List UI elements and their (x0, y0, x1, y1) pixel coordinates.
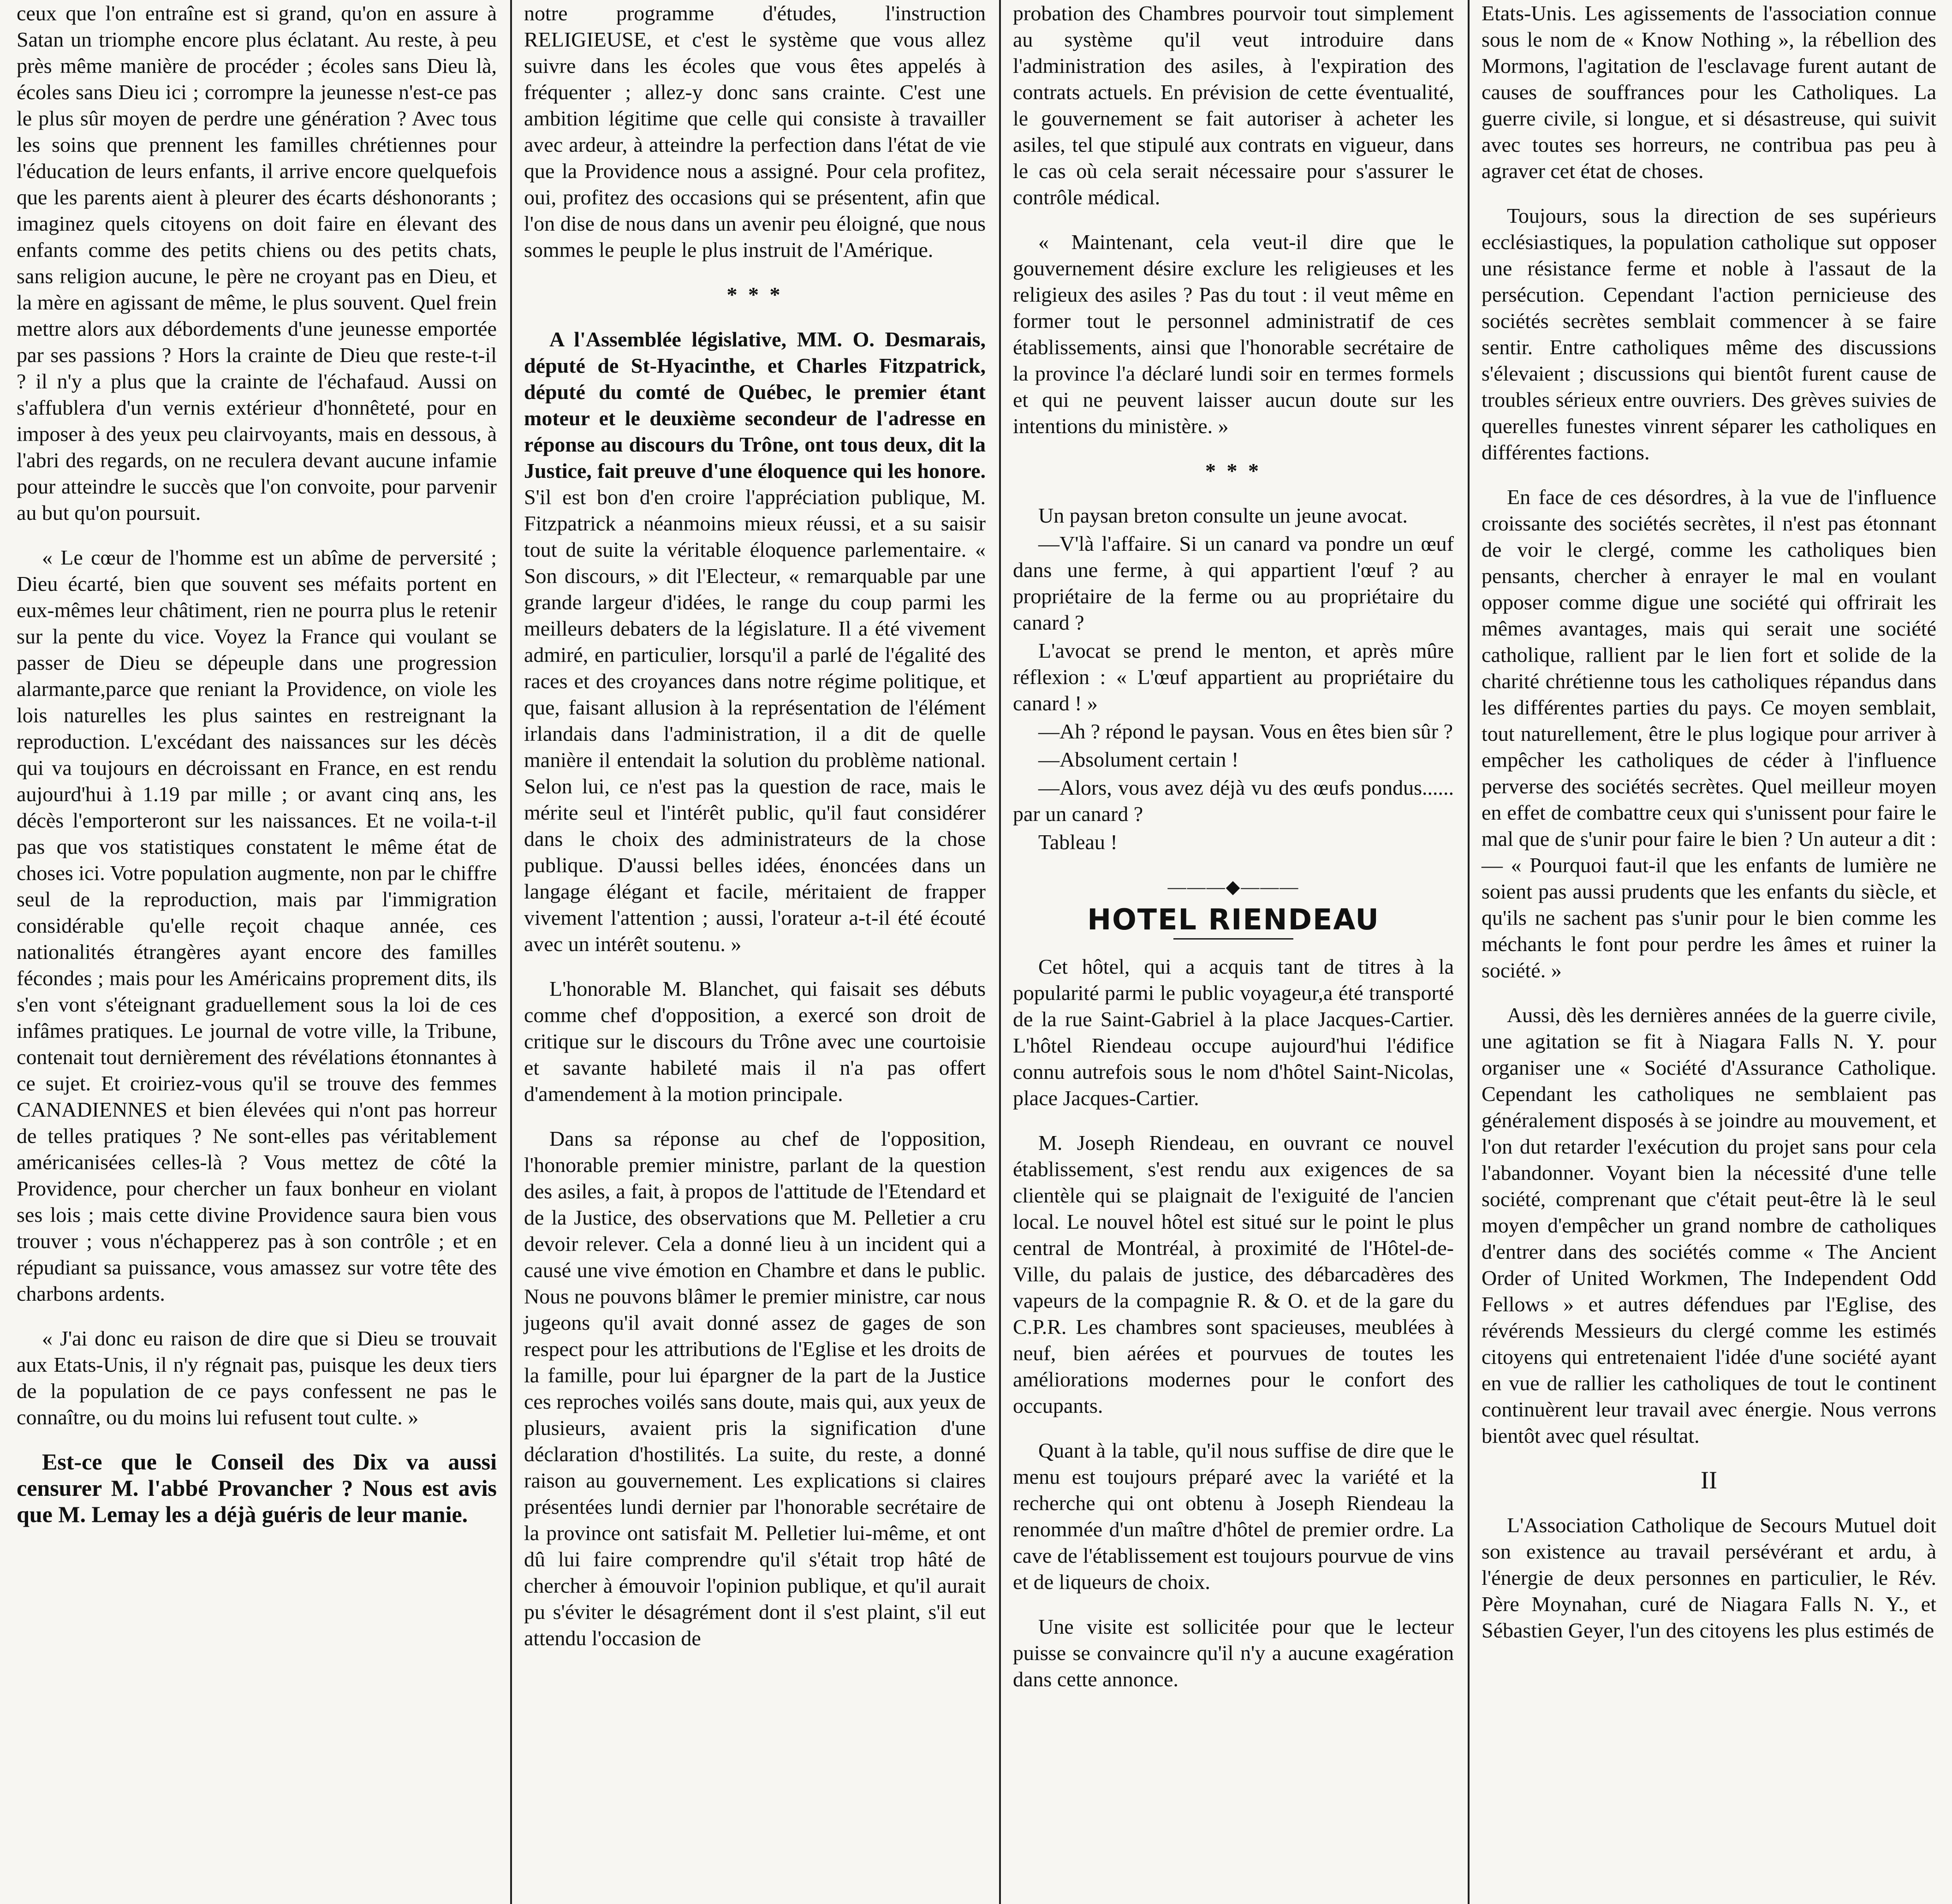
column-rule (510, 0, 512, 1904)
article-paragraph (524, 326, 986, 957)
advert-paragraph: Cet hôtel, qui a acquis tant de titres à la popularité parmi le public voyageur,a été transporté de la rue Saint-Gabriel à la place Jacques-Cartier. L'hôtel Riendeau occupe aujourd'hui l'édifice connu autrefois sous le nom d'hôtel Saint-Nicolas, place Jacques-Cartier. (1013, 955, 1454, 1110)
article-paragraph: Etats-Unis. Les agissements de l'association connue sous le nom de « Know Nothing », la rébellion des Mormons, l'agitation de l'esclavage furent autant de causes de souffrances pour les Catholiques. La guerre civile, si longue, et si désastreuse, qui suivit avec toutes ses horreurs, ne contribua pas peu à agraver cet état de choses. (1482, 1, 1936, 183)
anecdote-line: Tableau ! (1038, 830, 1118, 854)
ornamental-divider: ———◆——— (1167, 876, 1299, 897)
section-number: II (1701, 1466, 1717, 1494)
column-2 (514, 0, 996, 1904)
advert-heading: HOTEL RIENDEAU (1087, 903, 1380, 936)
heading-rule (1173, 938, 1293, 940)
anecdote-line: L'avocat se prend le menton, et après mûre réflexion : « L'œuf appartient au propriétaire du canard ! » (1013, 639, 1454, 715)
article-paragraph: « Le cœur de l'homme est un abîme de perversité ; Dieu écarté, bien que souvent ses méfaits portent en eux-mêmes leur châtiment, rien ne pourra plus le retenir sur la pente du vice. Voyez la France qui voulant se passer de Dieu se dépeuple dans une progression alarmante,parce que reniant la Providence, on viole les lois naturelles les plus saintes en restreignant la reproduction. L'excédant des naissances sur les décès qui va toujours en décroissant en France, en est rendu aujourd'hui à 1.19 par mille ; or avant cinq ans, les décès l'emporteront sur les naissances. Et ne voila-t-il pas que vos statistiques constatent le même état de choses ici. Votre population augmente, non par le chiffre seul de la reproduction, mais par l'immigration considérable qu'elle reçoit chaque année, ces nationalités étrangères ayant encore des familles fécondes ; mais pour les Américains proprement dits, ils s'en vont s'éteignant graduellement sous la loi de ces infâmes pratiques. Le journal de votre ville, la Tribune, contenait tout dernièrement des révélations étonnantes à ce sujet. Et croiriez-vous qu'il se trouve des femmes CANADIENNES et bien élevées qui n'ont pas horreur de telles pratiques ? Ne sont-elles pas véritablement américanisées celles-là ? Vous mettez de côté la Providence, pour chercher un faux bonheur en violant ses lois ; mais cette divine Providence saura bien vous trouver ; vous n'échapperez pas à son contrôle ; et en répudiant sa puissance, vous amassez sur votre tête des charbons ardents. (17, 546, 497, 1305)
column-rule (999, 0, 1001, 1904)
column-rule (1468, 0, 1470, 1904)
article-paragraph: probation des Chambres pourvoir tout simplement au système qu'il veut introduire dans l'administration des asiles, à l'expiration des contrats actuels. En prévision de cette éventualité, le gouvernement se fait autoriser à acheter les asiles, tel que stipulé aux contrats en vigueur, dans le cas où cela serait nécessaire pour s'assurer le contrôle médical. (1013, 1, 1454, 209)
article-paragraph: Toujours, sous la direction de ses supérieurs ecclésiastiques, la population catholique sut opposer une résistance ferme et noble à l'assaut de la persécution. Cependant l'action pernicieuse des sociétés secrètes semblait commencer à se faire sentir. Entre catholiques même des discussions s'élevaient ; discussions qui bientôt furent cause de troubles sérieux entre ouvriers. Des grèves suivies de querelles funestes vinrent séparer les catholiques en différentes factions. (1482, 204, 1936, 464)
article-lead: A l'Assemblée législative, MM. O. Desmarais, député de St-Hyacinthe, et Charles Fitzpatrick, député du comté de Québec, le premier étant moteur et le deuxième secondeur de l'adresse en réponse au discours du Trône, ont tous deux, dit la Justice, fait preuve d'une éloquence qui les honore. (524, 327, 986, 482)
article-paragraph: En face de ces désordres, à la vue de l'influence croissante des sociétés secrètes, il n'est pas étonnant de voir le clergé, comme les catholiques bien pensants, chercher à enrayer le mal en voulant opposer comme digue une société qui offrirait les mêmes avantages, mais qui serait une société catholique, rallient par le lien fort et solide de la charité chrétienne tous les catholiques répandus dans les différentes parties du pays. Ce moyen semblait, tout naturellement, être le plus logique pour arriver à empêcher les catholiques de céder à l'influence perverse des sociétés secrètes. Quel meilleur moyen en effet de combattre ceux qui s'unissent pour faire le mal que de s'unir pour faire le bien ? Un auteur a dit : — « Pourquoi faut-il que les enfants de lumière ne soient pas aussi prudents que les enfants du siècle, et qu'ils ne sachent pas s'unir pour le bien comme les méchants le font pour perdre les âmes et ruiner la société. » (1482, 485, 1936, 982)
article-paragraph: notre programme d'études, l'instruction RELIGIEUSE, et c'est le système que vous allez suivre dans les écoles que vous êtes appelés à fréquenter ; allez-y donc sans crainte. C'est une ambition légitime que celle qui consiste à travailler avec ardeur, à atteindre la perfection dans l'état de vie que la Providence nous a assigné. Pour cela profitez, oui, profitez des occasions qui se présentent, afin que l'on dise de nous dans un avenir peu éloigné, que nous sommes le peuple le plus instruit de l'Amérique. (524, 1, 986, 262)
article-paragraph: « J'ai donc eu raison de dire que si Dieu se trouvait aux Etats-Unis, il n'y régnait pas, puisque les deux tiers de la population de ce pays confessent ne pas le connaître, ou du moins lui refusent tout culte. » (17, 1327, 497, 1429)
column-3 (1003, 0, 1464, 1904)
advert-paragraph: Quant à la table, qu'il nous suffise de dire que le menu est toujours préparé avec la variété et la recherche qui ont obtenu à Joseph Riendeau la renommée d'un maître d'hôtel de premier ordre. La cave de l'établissement est toujours pourvue de vins et de liqueurs de choix. (1013, 1439, 1454, 1594)
article-paragraph: L'Association Catholique de Secours Mutuel doit son existence au travail persévérant et ardu, à l'énergie de deux personnes en particulier, le Rév. Père Moynahan, curé de Niagara Falls N. Y., et Sébastien Geyer, l'un des citoyens les plus estimés de (1482, 1513, 1936, 1642)
anecdote-line: Un paysan breton consulte un jeune avocat. (1038, 504, 1408, 527)
column-1 (6, 0, 507, 1904)
article-paragraph: Dans sa réponse au chef de l'opposition, l'honorable premier ministre, parlant de la question des asiles, a fait, à propos de l'attitude de l'Etendard et de la Justice, des observations que M. Pelletier a cru devoir relever. Cela a donné lieu à un incident qui a causé une vive émotion en Chambre et dans le public. Nous ne pouvons blâmer le premier ministre, car nous jugeons qu'il avait donné assez de gages de son respect pour les attributions de l'Eglise et les droits de la famille, pour lui épargner de la part de la Justice ces reproches voilés sans doute, mais qui, aux yeux de plusieurs, avaient pris la signification d'une déclaration d'hostilités. La suite, du reste, a donné raison au gouvernement. Les explications si claires présentées lundi dernier par l'honorable secrétaire de la province ont satisfait M. Pelletier lui-même, et ont dû lui faire comprendre qu'il s'était trop hâté de chercher à émouvoir l'opinion publique, et qu'il aurait pu s'éviter le désagrément dont il s'est plaint, s'il eut attendu l'occasion de (524, 1127, 986, 1650)
article-paragraph: ceux que l'on entraîne est si grand, qu'on en assure à Satan un triomphe encore plus éclatant. Au reste, à peu près même manière de procéder ; écoles sans Dieu là, écoles sans Dieu ici ; corrompre la jeunesse n'est-ce pas le plus sûr moyen de perdre une génération ? Avec tous les soins que prennent les familles chrétiennes pour l'éducation de leurs enfants, il arrive encore quelquefois que les parents aient à pleurer des écarts déshonorants ; imaginez quels citoyens on doit faire en élevant des enfants comme des petits chiens ou des petits chats, sans religion aucune, le père ne croyant pas en Dieu, et la mère en agissant de même, le plus souvent. Quel frein mettre alors aux débordements d'une jeunesse emportée par ses passions ? Hors la crainte de Dieu que reste-t-il ? il n'y a plus que la crainte de l'échafaud. Aussi on s'affublera d'un vernis extérieur d'honnêteté, pour en imposer à des yeux peu clairvoyants, mais en dessous, à l'abri des regards, on ne reculera devant aucune infamie pour atteindre le succès que l'on convoite, pour parvenir au but qu'on poursuit. (17, 1, 497, 524)
section-separator-stars: * * * (726, 283, 783, 306)
advert-paragraph: M. Joseph Riendeau, en ouvrant ce nouvel établissement, s'est rendu aux exigences de sa clientèle qui se plaignait de l'exiguité de l'ancien local. Le nouvel hôtel est situé sur le point le plus central de Montréal, à proximité de l'Hôtel-de-Ville, du palais de justice, des débarcadères des vapeurs de la compagnie R. & O. et de la gare du C.P.R. Les chambres sont spacieuses, meublées à neuf, bien aérées et pourvues de toutes les améliorations modernes pour le confort des occupants. (1013, 1131, 1454, 1417)
anecdote-line: —Alors, vous avez déjà vu des œufs pondus...... par un canard ? (1013, 776, 1454, 826)
editorial-note: Est-ce que le Conseil des Dix va aussi censurer M. l'abbé Provancher ? Nous est avis que M. Lemay les a déjà guéris de leur manie. (17, 1449, 497, 1527)
section-separator-stars: * * * (1205, 459, 1262, 482)
anecdote-line: —Ah ? répond le paysan. Vous en êtes bien sûr ? (1038, 720, 1453, 743)
article-paragraph: L'honorable M. Blanchet, qui faisait ses débuts comme chef d'opposition, a exercé son droit de critique sur le discours du Trône avec une courtoisie et savante habileté mais il n'a pas offert d'amendement à la motion principale. (524, 977, 986, 1106)
article-text: S'il est bon d'en croire l'appréciation publique, M. Fitzpatrick a néanmoins mieux réussi, et a su saisir tout de suite la véritable éloquence parlementaire. « Son discours, » dit l'Electeur, « remarquable par une grande largeur d'idées, le range du coup parmi les meilleurs debaters de la législature. Il a été vivement admiré, en particulier, lorsqu'il a parlé de l'égalité des races et des croyances dans notre régime politique, et que, faisant allusion à la représentation de l'élément irlandais dans l'administration, il a dit de quelle manière il entendait la solution du problème national. Selon lui, ce n'est pas la question de race, mais le mérite seul et l'intérêt public, qu'il faut considérer dans le choix des administrateurs de la chose publique. D'aussi belles idées, énoncées dans un langage élégant et facile, méritaient de frapper vivement l'attention ; aussi, l'orateur a-t-il été écouté avec un intérêt soutenu. » (524, 485, 986, 956)
article-paragraph: Aussi, dès les dernières années de la guerre civile, une agitation se fit à Niagara Falls N. Y. pour organiser une « Société d'Assurance Catholique. Cependant les catholiques ne semblaient pas généralement disposés à se joindre au mouvement, et l'on dut retarder l'exécution du projet sans pour cela l'abandonner. Voyant bien la nécessité d'une telle société, comprenant que c'était peut-être là le seul moyen d'empêcher un grand nombre de catholiques d'entrer dans des sociétés comme « The Ancient Order of United Workmen, The Independent Odd Fellows » et autres défendues par l'Eglise, des révérends Messieurs du clergé comme les estimés citoyens qui entretenaient l'idée d'une société ayant en vue de rallier les catholiques de tout le continent continuèrent leur travail avec énergie. Nous verrons bientôt avec quel résultat. (1482, 1003, 1936, 1447)
anecdote-line: —V'là l'affaire. Si un canard va pondre un œuf dans une ferme, à qui appartient l'œuf ? au propriétaire de la ferme ou au propriétaire du canard ? (1013, 532, 1454, 634)
anecdote-line: —Absolument certain ! (1038, 748, 1239, 771)
article-paragraph: « Maintenant, cela veut-il dire que le gouvernement désire exclure les religieuses et les religieux des asiles ? Pas du tout : il veut même en former tout le personnel administratif de ces établissements, ainsi que l'honorable secrétaire de la province l'a déclaré lundi soir en termes formels et qui ne peuvent laisser aucun doute sur les intentions du ministère. » (1013, 230, 1454, 438)
advert-paragraph: Une visite est sollicitée pour que le lecteur puisse se convaincre qu'il n'y a aucune exagération dans cette annonce. (1013, 1615, 1454, 1691)
column-4 (1471, 0, 1946, 1904)
